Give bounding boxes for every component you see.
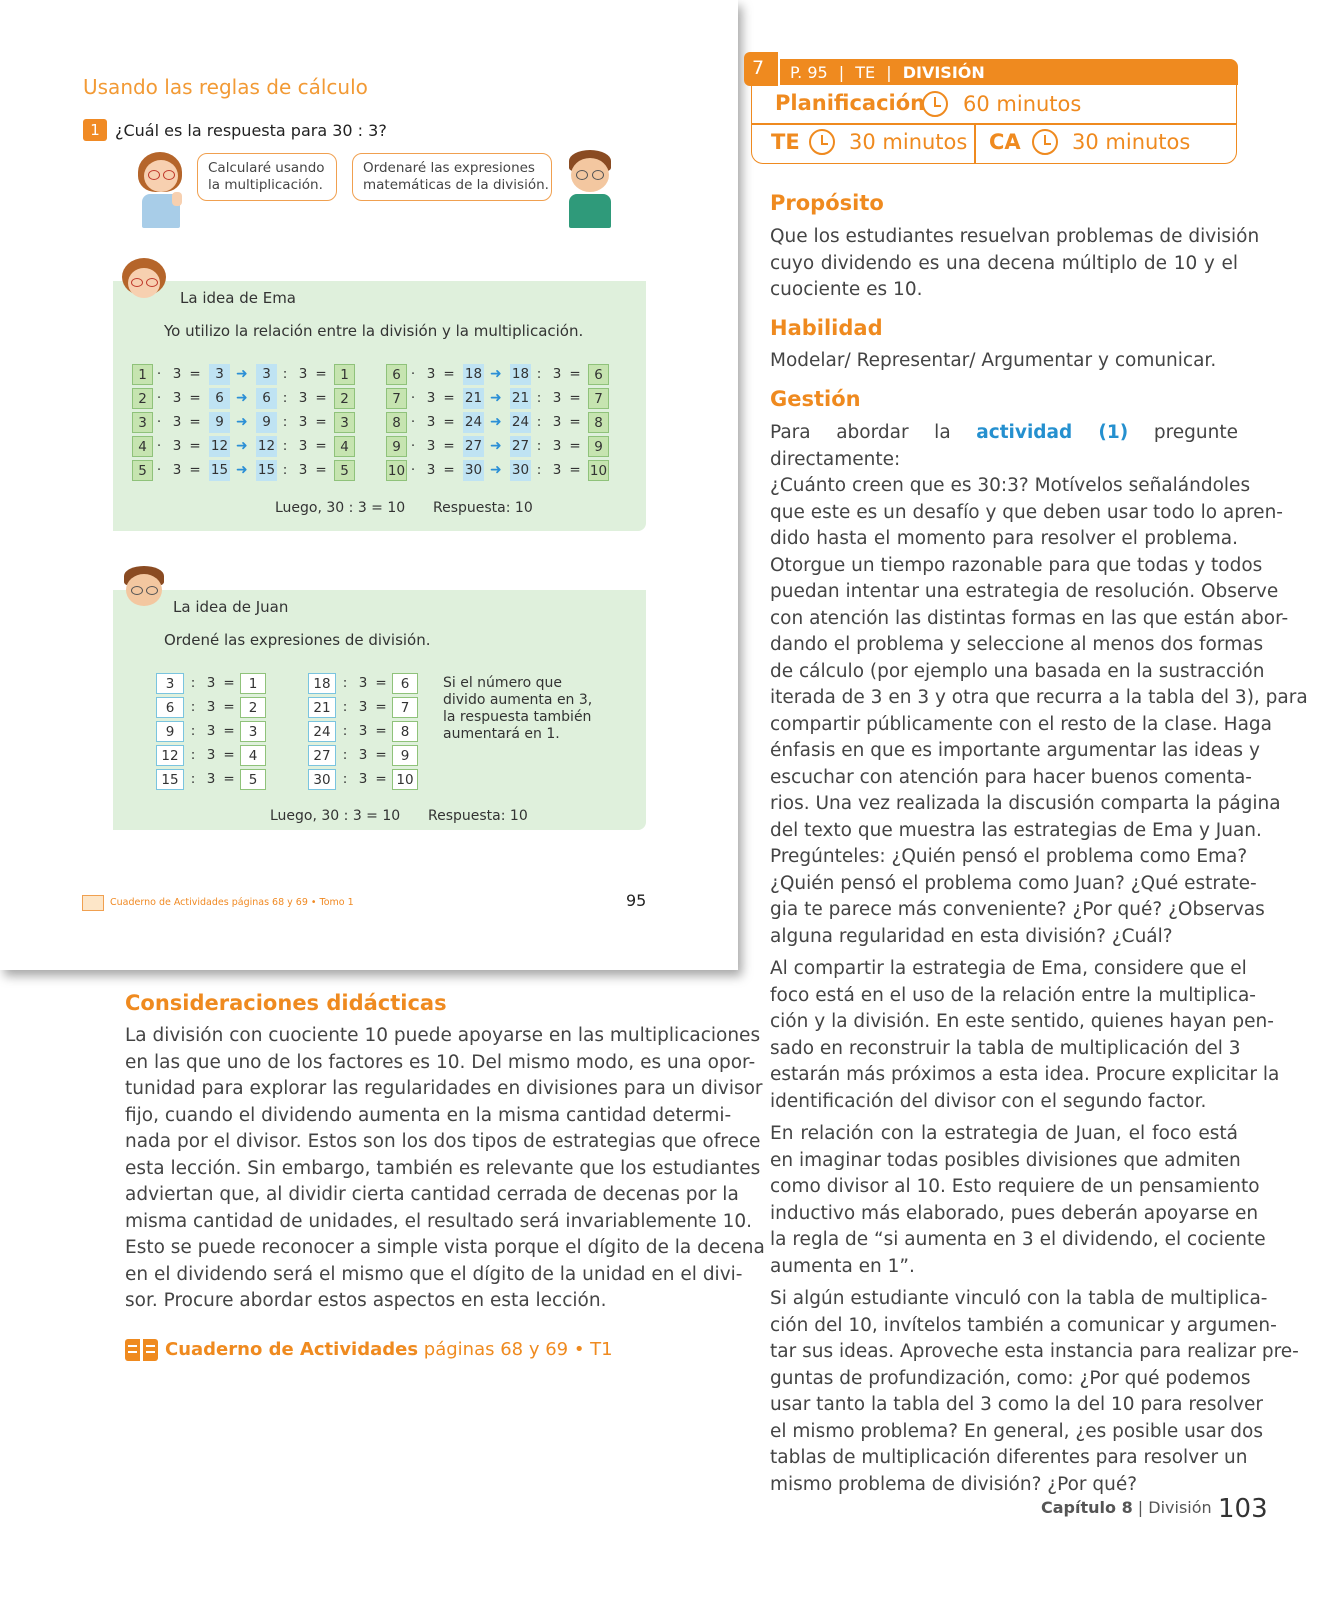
operator: ·	[156, 366, 162, 382]
header-topic: DIVISIÓN	[902, 63, 985, 82]
divisor-three: 3	[206, 699, 216, 715]
footer-chapter: Capítulo 8	[1041, 1498, 1133, 1517]
operator: =	[375, 675, 387, 691]
ref-bold: Cuaderno de Actividades	[165, 1339, 419, 1360]
divisor-three: 3	[552, 438, 562, 454]
text-line: con atención las distintas formas en las que están abor-	[770, 607, 1289, 629]
divisor-three: 3	[358, 771, 368, 787]
te-label: TE	[771, 130, 800, 154]
activity-highlight: actividad (1)	[976, 422, 1129, 443]
dividend-cell: 24	[308, 721, 336, 742]
factor-three: 3	[172, 414, 182, 430]
text-line: esta lección. Sin embargo, también es relevante que los estudiantes	[125, 1157, 761, 1179]
dividend-cell: 15	[256, 460, 277, 481]
divisor-three: 3	[298, 414, 308, 430]
divisor-three: 3	[206, 723, 216, 739]
quotient-cell: 3	[334, 412, 355, 433]
factor-three: 3	[172, 390, 182, 406]
clock-icon	[809, 129, 835, 155]
operator: ·	[410, 462, 416, 478]
arrow-icon: ➜	[490, 390, 502, 406]
factor-three: 3	[172, 438, 182, 454]
gestion-heading: Gestión	[770, 387, 861, 411]
divisor-three: 3	[358, 699, 368, 715]
bubble-line: matemáticas de la división.	[363, 177, 549, 193]
text-line: La división con cuociente 10 puede apoyarse en las multiplicaciones	[125, 1025, 761, 1046]
text-line: mismo problema de división? ¿Por qué?	[770, 1473, 1138, 1495]
planning-divider-v	[974, 124, 976, 164]
factor-cell: 3	[132, 412, 153, 433]
clock-icon	[922, 91, 948, 117]
activity-book-link	[165, 1339, 613, 1360]
quotient-cell: 10	[392, 769, 418, 790]
dividend-cell: 24	[510, 412, 531, 433]
operator: ·	[410, 390, 416, 406]
dividend-cell: 12	[256, 436, 277, 457]
divisor-three: 3	[552, 366, 562, 382]
operator: =	[375, 747, 387, 763]
quotient-cell: 7	[588, 388, 609, 409]
divisor-three: 3	[206, 675, 216, 691]
gestion-text	[770, 420, 1308, 1498]
text-span: Para abordar la	[770, 422, 977, 443]
habilidad-heading: Habilidad	[770, 316, 883, 340]
operator: :	[282, 462, 288, 478]
quotient-cell: 4	[240, 745, 266, 766]
operator: =	[375, 723, 387, 739]
text-line: sor. Procure abordar estos aspectos en esta lección.	[125, 1290, 607, 1311]
operator: =	[189, 390, 201, 406]
quotient-cell: 2	[334, 388, 355, 409]
te-time: 30 minutos	[849, 130, 968, 154]
text-line: ¿Quién pensó el problema como Juan? ¿Qué estrate-	[770, 872, 1257, 894]
factor-cell: 10	[386, 460, 407, 481]
operator: =	[375, 699, 387, 715]
planificacion-time: 60 minutos	[963, 92, 1082, 116]
factor-cell: 7	[386, 388, 407, 409]
juan-note	[443, 675, 592, 743]
divisor-three: 3	[298, 390, 308, 406]
factor-three: 3	[426, 414, 436, 430]
factor-cell: 2	[132, 388, 153, 409]
operator: =	[569, 390, 581, 406]
operator: :	[282, 438, 288, 454]
consideraciones-text	[125, 1023, 765, 1315]
operator: =	[315, 366, 327, 382]
operator: =	[443, 438, 455, 454]
operator: :	[342, 675, 348, 691]
note-line: la respuesta también	[443, 709, 592, 725]
quotient-cell: 6	[588, 364, 609, 385]
quotient-cell: 1	[334, 364, 355, 385]
quotient-cell: 8	[588, 412, 609, 433]
text-line: inductivo más elaborado, pues deberán apoyarse en	[770, 1202, 1259, 1224]
divisor-three: 3	[358, 723, 368, 739]
bubble-line: Calcularé usando	[208, 160, 325, 176]
operator: =	[223, 675, 235, 691]
header-divider: |	[886, 63, 892, 82]
dividend-cell: 15	[156, 769, 184, 790]
quotient-cell: 6	[392, 673, 418, 694]
text-line: en las que uno de los factores es 10. Del mismo modo, es una opor-	[125, 1051, 756, 1073]
operator: =	[189, 438, 201, 454]
text-line: del texto que muestra las estrategias de Ema y Juan.	[770, 819, 1262, 841]
note-line: Si el número que	[443, 675, 563, 691]
quotient-cell: 4	[334, 436, 355, 457]
operator: :	[282, 366, 288, 382]
text-line: en el dividendo será el mismo que el dígito de la unidad en el divi-	[125, 1263, 743, 1285]
bubble-line: la multiplicación.	[208, 177, 323, 193]
lesson-title: Usando las reglas de cálculo	[83, 75, 368, 99]
operator: :	[536, 366, 542, 382]
text-line: puedan intentar una estrategia de resolución. Observe	[770, 581, 1279, 602]
text-line: cuociente es 10.	[770, 279, 923, 300]
factor-cell: 4	[132, 436, 153, 457]
factor-cell: 1	[132, 364, 153, 385]
text-line: ción y la división. En este sentido, quienes hayan pen-	[770, 1011, 1274, 1032]
consideraciones-heading: Consideraciones didácticas	[125, 991, 447, 1015]
operator: ·	[410, 438, 416, 454]
operator: =	[569, 366, 581, 382]
quotient-cell: 8	[392, 721, 418, 742]
header-bar-content	[790, 63, 985, 82]
juan-division-grid	[0, 0, 738, 840]
ema-title: La idea de Ema	[180, 289, 296, 307]
text-line: ción del 10, invítelos también a comunicar y argumen-	[770, 1314, 1277, 1336]
operator: =	[375, 771, 387, 787]
juan-conclusion: Luego, 30 : 3 = 10	[270, 808, 401, 824]
operator: =	[223, 747, 235, 763]
text-line: que este es un desafío y que deben usar todo lo apren-	[770, 501, 1283, 523]
student-page-number: 95	[626, 891, 647, 910]
divisor-three: 3	[552, 414, 562, 430]
text-line: como divisor al 10. Esto requiere de un pensamiento	[770, 1176, 1260, 1197]
text-line: iterada de 3 en 3 y otra que recurra a la tabla del 3), para	[770, 687, 1308, 708]
juan-answer: Respuesta: 10	[428, 808, 528, 824]
ca-label: CA	[989, 130, 1021, 154]
operator: :	[282, 414, 288, 430]
operator: =	[223, 771, 235, 787]
divisor-three: 3	[552, 462, 562, 478]
operator: :	[342, 723, 348, 739]
gestion-first-line	[770, 420, 1238, 473]
gestion-paragraph-3	[770, 1121, 1266, 1280]
dividend-cell: 21	[510, 388, 531, 409]
operator: :	[536, 390, 542, 406]
divisor-three: 3	[206, 747, 216, 763]
text-line: gia te parece más conveniente? ¿Por qué? ¿Observas	[770, 899, 1265, 920]
product-cell: 6	[209, 388, 230, 409]
operator: :	[536, 414, 542, 430]
text-line: en imaginar todas posibles divisiones que admiten	[770, 1149, 1241, 1171]
product-cell: 12	[209, 436, 230, 457]
operator: :	[342, 699, 348, 715]
ca-time: 30 minutos	[1072, 130, 1191, 154]
quotient-cell: 9	[588, 436, 609, 457]
dividend-cell: 21	[308, 697, 336, 718]
page-footer	[1041, 1498, 1212, 1517]
operator: =	[443, 462, 455, 478]
operator: :	[536, 462, 542, 478]
operator: :	[190, 771, 196, 787]
operator: ·	[156, 390, 162, 406]
dividend-cell: 3	[156, 673, 184, 694]
operator: :	[190, 723, 196, 739]
planning-divider-h	[751, 123, 1237, 125]
habilidad-text: Modelar/ Representar/ Argumentar y comunicar.	[770, 350, 1217, 371]
question-text: ¿Cuál es la respuesta para 30 : 3?	[115, 121, 387, 140]
divisor-three: 3	[358, 747, 368, 763]
text-line: cuyo dividendo es una decena múltiplo de 10 y el	[770, 252, 1238, 274]
text-line: Que los estudiantes resuelvan problemas de división	[770, 226, 1260, 247]
operator: =	[189, 462, 201, 478]
operator: =	[315, 414, 327, 430]
arrow-icon: ➜	[490, 414, 502, 430]
quotient-cell: 9	[392, 745, 418, 766]
text-line: la regla de “si aumenta en 3 el dividendo, el cociente	[770, 1229, 1266, 1250]
text-line: énfasis en que es importante argumentar las ideas y	[770, 740, 1260, 761]
text-line: de cálculo (por ejemplo una basada en la sustracción	[770, 660, 1265, 682]
operator: ·	[410, 366, 416, 382]
gestion-paragraph-2	[770, 956, 1280, 1115]
arrow-icon: ➜	[236, 366, 248, 382]
juan-subtitle: Ordené las expresiones de división.	[164, 631, 431, 649]
operator: =	[189, 414, 201, 430]
text-line: tunidad para explorar las regularidades en divisiones para un divisor	[125, 1078, 763, 1099]
dividend-cell: 30	[308, 769, 336, 790]
text-span: pregunte directamente:	[770, 422, 1238, 470]
text-line: alguna regularidad en esta división? ¿Cuál?	[770, 925, 1173, 947]
product-cell: 15	[209, 460, 230, 481]
student-page	[0, 0, 738, 970]
quotient-cell: 1	[240, 673, 266, 694]
text-line: el mismo problema? En general, ¿es posible usar dos	[770, 1420, 1263, 1442]
text-line: sado en reconstruir la tabla de multiplicación del 3	[770, 1037, 1241, 1059]
operator: :	[190, 699, 196, 715]
text-line: En relación con la estrategia de Juan, el foco está	[770, 1123, 1238, 1144]
text-line: aumenta en 1”.	[770, 1255, 915, 1277]
divisor-three: 3	[298, 438, 308, 454]
operator: =	[189, 366, 201, 382]
text-line: dido hasta el momento para resolver el problema.	[770, 528, 1238, 549]
question-number: 1	[83, 119, 107, 141]
text-line: ¿Cuánto creen que es 30:3? Motívelos señalándoles	[770, 475, 1251, 496]
arrow-icon: ➜	[236, 462, 248, 478]
gestion-paragraph-4	[770, 1286, 1299, 1498]
arrow-icon: ➜	[236, 438, 248, 454]
quotient-cell: 5	[240, 769, 266, 790]
factor-three: 3	[426, 438, 436, 454]
operator: =	[569, 462, 581, 478]
text-line: estarán más próximos a esta idea. Procure explicitar la	[770, 1064, 1280, 1085]
divisor-three: 3	[552, 390, 562, 406]
clock-icon	[1032, 129, 1058, 155]
arrow-icon: ➜	[236, 414, 248, 430]
dividend-cell: 12	[156, 745, 184, 766]
operator: =	[315, 438, 327, 454]
ema-answer: Respuesta: 10	[433, 500, 533, 516]
quotient-cell: 10	[588, 460, 609, 481]
operator: ·	[156, 438, 162, 454]
arrow-icon: ➜	[490, 438, 502, 454]
product-cell: 3	[209, 364, 230, 385]
operator: :	[190, 675, 196, 691]
factor-three: 3	[426, 390, 436, 406]
dividend-cell: 18	[308, 673, 336, 694]
text-line: Al compartir la estrategia de Ema, considere que el	[770, 958, 1247, 979]
operator: ·	[156, 414, 162, 430]
text-line: rios. Una vez realizada la discusión comparta la página	[770, 793, 1281, 814]
dividend-cell: 30	[510, 460, 531, 481]
text-line: Esto se puede reconocer a simple vista porque el dígito de la decena	[125, 1237, 765, 1258]
quotient-cell: 7	[392, 697, 418, 718]
operator: :	[190, 747, 196, 763]
operator: =	[443, 366, 455, 382]
dividend-cell: 27	[510, 436, 531, 457]
planificacion-label: Planificación	[775, 91, 926, 115]
product-cell: 24	[463, 412, 484, 433]
operator: =	[223, 699, 235, 715]
text-line: identificación del divisor con el segundo factor.	[770, 1090, 1207, 1112]
text-line: tar sus ideas. Aproveche esta instancia para realizar pre-	[770, 1341, 1299, 1362]
page-number: 103	[1218, 1494, 1268, 1524]
bubble-line: Ordenaré las expresiones	[363, 160, 535, 176]
text-line: fijo, cuando el dividendo aumenta en la misma cantidad determi-	[125, 1104, 732, 1126]
juan-title: La idea de Juan	[173, 598, 289, 616]
note-line: aumentará en 1.	[443, 726, 560, 742]
operator: :	[342, 771, 348, 787]
text-line: Otorgue un tiempo razonable para que todas y todos	[770, 554, 1263, 576]
arrow-icon: ➜	[490, 462, 502, 478]
arrow-icon: ➜	[490, 366, 502, 382]
divisor-three: 3	[298, 366, 308, 382]
text-line: misma cantidad de unidades, el resultado será invariablemente 10.	[125, 1210, 752, 1232]
footer-separator: |	[1132, 1498, 1149, 1517]
arrow-icon: ➜	[236, 390, 248, 406]
dividend-cell: 6	[156, 697, 184, 718]
text-line: tablas de multiplicación diferentes para resolver un	[770, 1447, 1248, 1468]
divisor-three: 3	[206, 771, 216, 787]
operator: =	[315, 390, 327, 406]
factor-three: 3	[426, 462, 436, 478]
dividend-cell: 9	[156, 721, 184, 742]
operator: :	[342, 747, 348, 763]
lesson-number: 7	[752, 57, 765, 79]
operator: :	[536, 438, 542, 454]
operator: =	[223, 723, 235, 739]
operator: =	[569, 414, 581, 430]
quotient-cell: 3	[240, 721, 266, 742]
factor-three: 3	[426, 366, 436, 382]
text-line: nada por el divisor. Estos son los dos tipos de estrategias que ofrece	[125, 1131, 761, 1152]
text-line: Si algún estudiante vinculó con la tabla de multiplica-	[770, 1288, 1268, 1309]
operator: ·	[156, 462, 162, 478]
dividend-cell: 18	[510, 364, 531, 385]
text-line: compartir públicamente con el resto de la clase. Haga	[770, 713, 1273, 735]
dividend-cell: 27	[308, 745, 336, 766]
text-line: foco está en el uso de la relación entre la multiplica-	[770, 984, 1256, 1006]
operator: =	[315, 462, 327, 478]
footer-topic: División	[1148, 1498, 1212, 1517]
text-line: Pregúnteles: ¿Quién pensó el problema como Ema?	[770, 846, 1248, 867]
notebook-icon	[125, 1339, 159, 1361]
text-line: guntas de profundización, como: ¿Por qué podemos	[770, 1367, 1251, 1389]
product-cell: 18	[463, 364, 484, 385]
divisor-three: 3	[298, 462, 308, 478]
note-line: divido aumenta en 3,	[443, 692, 593, 708]
dividend-cell: 6	[256, 388, 277, 409]
operator: =	[443, 390, 455, 406]
text-line: adviertan que, al dividir cierta cantidad cerrada de decenas por la	[125, 1184, 739, 1205]
quotient-cell: 5	[334, 460, 355, 481]
quotient-cell: 2	[240, 697, 266, 718]
dividend-cell: 3	[256, 364, 277, 385]
book-icon	[82, 895, 104, 911]
text-line: dando el problema y seleccione al menos dos formas	[770, 634, 1264, 655]
header-te: TE	[855, 63, 876, 82]
text-line: usar tanto la tabla del 3 como la del 10 para resolver	[770, 1394, 1263, 1415]
factor-cell: 5	[132, 460, 153, 481]
factor-cell: 8	[386, 412, 407, 433]
product-cell: 27	[463, 436, 484, 457]
ref-rest: páginas 68 y 69 • T1	[418, 1339, 613, 1360]
product-cell: 30	[463, 460, 484, 481]
factor-three: 3	[172, 462, 182, 478]
text-line: escuchar con atención para hacer buenos comenta-	[770, 766, 1252, 788]
operator: ·	[410, 414, 416, 430]
header-page: P. 95	[790, 63, 828, 82]
proposito-text	[770, 224, 1260, 304]
proposito-heading: Propósito	[770, 191, 884, 215]
dividend-cell: 9	[256, 412, 277, 433]
operator: :	[282, 390, 288, 406]
header-divider: |	[838, 63, 845, 82]
factor-cell: 6	[386, 364, 407, 385]
product-cell: 9	[209, 412, 230, 433]
activity-book-reference: Cuaderno de Actividades páginas 68 y 69 • Tomo 1	[110, 897, 354, 908]
ema-subtitle: Yo utilizo la relación entre la división y la multiplicación.	[164, 322, 584, 340]
operator: =	[569, 438, 581, 454]
divisor-three: 3	[358, 675, 368, 691]
operator: =	[443, 414, 455, 430]
factor-three: 3	[172, 366, 182, 382]
product-cell: 21	[463, 388, 484, 409]
ema-conclusion: Luego, 30 : 3 = 10	[275, 500, 406, 516]
factor-cell: 9	[386, 436, 407, 457]
gestion-paragraph-1	[770, 473, 1308, 950]
